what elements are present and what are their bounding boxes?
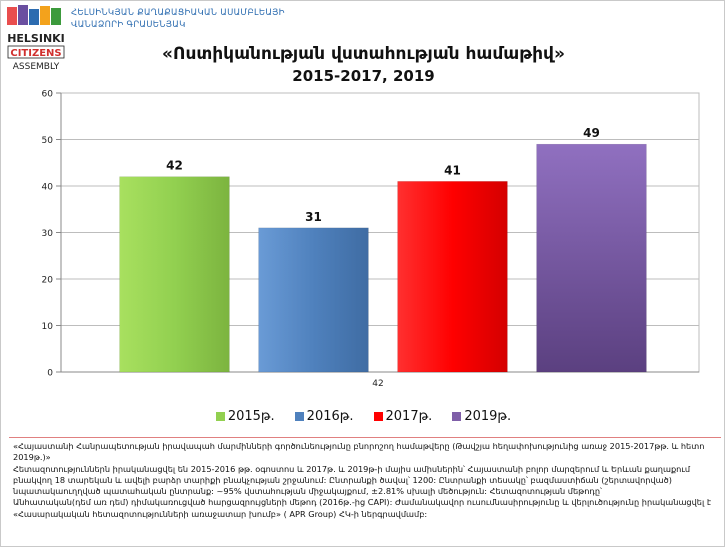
legend-label: 2016թ. [306,409,354,424]
y-tick-label: 40 [41,182,53,193]
bar-value-label: 41 [444,163,461,178]
y-tick-label: 0 [47,368,53,379]
legend-label: 2019թ. [464,409,512,424]
legend-item [452,409,511,424]
bar-2017թ. [398,181,508,372]
y-tick-label: 50 [41,136,53,146]
footnote-line1: «Հայաստանի Հանրապետության իրավապահ մարմինների գործունեությունը բնորոշող համաթվերը (Թավշյա հեղափոխությունից առաջ 2015-2017թթ. և հետո 2019թ.)» [13,441,705,463]
bar-2015թ. [120,177,230,372]
legend-swatch [216,412,225,421]
legend-item [295,409,354,424]
bar-value-label: 42 [166,158,183,173]
footnote-line2: Հետազոտություններն իրականացվել են 2015-2016 թթ. օգոստոս և 2017թ. և 2019թ-ի մայիս ամիսներին՝ Հայաստանի բոլոր մարզերում և Երևան քաղաքում բնակվող 18 տարեկան և ավելի բարձր տարիքի բնակչության շրջանում: Ընտրանքի ծավալ՝ 1200: Ընտրանքի տեսակը՝ բազմաստիճան (շերտավորված) նպատակաուղղված պատահական ընտրանք: ~95% վստահության միջակայքում, ±2.81% սխալի մեծություն: Հետազոտության մեթոդը՝ [13,463,691,497]
legend-item [216,409,275,424]
svg-text:HELSINKI: HELSINKI [7,32,65,45]
org-name-line1: ՀԵԼՍԻՆԿՅԱՆ ՔԱՂԱՔԱՑԻԱԿԱՆ ԱՍԱՄԲԼԵԱՅԻ [71,8,285,18]
chart-legend [1,409,725,424]
legend-swatch [452,412,461,421]
y-tick-label: 20 [41,275,53,286]
org-name-line2: ՎԱՆԱՁՈՐԻ ԳՐԱՍԵՆՅԱԿ [71,20,186,30]
chart-title: «Ոստիկանության վստահության համաթիվ» [162,44,565,64]
footnote-line3: Անհատական(դեմ առ դեմ) դիմակառուցված հարցազրույցների մեթոդ (2016թ.-ից CAPI): Ժամանակավոր ուսումնասիրությունը և վերլուծությունը իրականացվել է «Հասարակական հետազոտությունների առաջատար խումբ» ( APR Group) ՀԿ-ի ներգրավմամբ: [13,497,712,519]
legend-label: 2015թ. [227,409,275,424]
bar-value-label: 31 [305,209,322,224]
bar-chart [1,81,725,391]
legend-label: 2017թ. [385,409,433,424]
svg-text:ASSEMBLY: ASSEMBLY [12,62,60,72]
bar-value-label: 49 [583,126,600,141]
y-tick-label: 60 [41,89,53,100]
y-tick-label: 10 [41,322,53,332]
methodology-note [13,441,713,520]
x-category-label: 42 [372,379,384,389]
y-tick-label: 30 [41,229,53,239]
bar-2019թ. [537,144,647,372]
legend-swatch [295,412,304,421]
bar-2016թ. [259,228,369,372]
org-name [71,7,285,31]
divider [9,437,721,438]
legend-item [374,409,433,424]
svg-text:CITIZENS: CITIZENS [10,48,62,59]
chart-subtitle: 2015-2017, 2019 [292,67,435,85]
legend-swatch [374,412,383,421]
